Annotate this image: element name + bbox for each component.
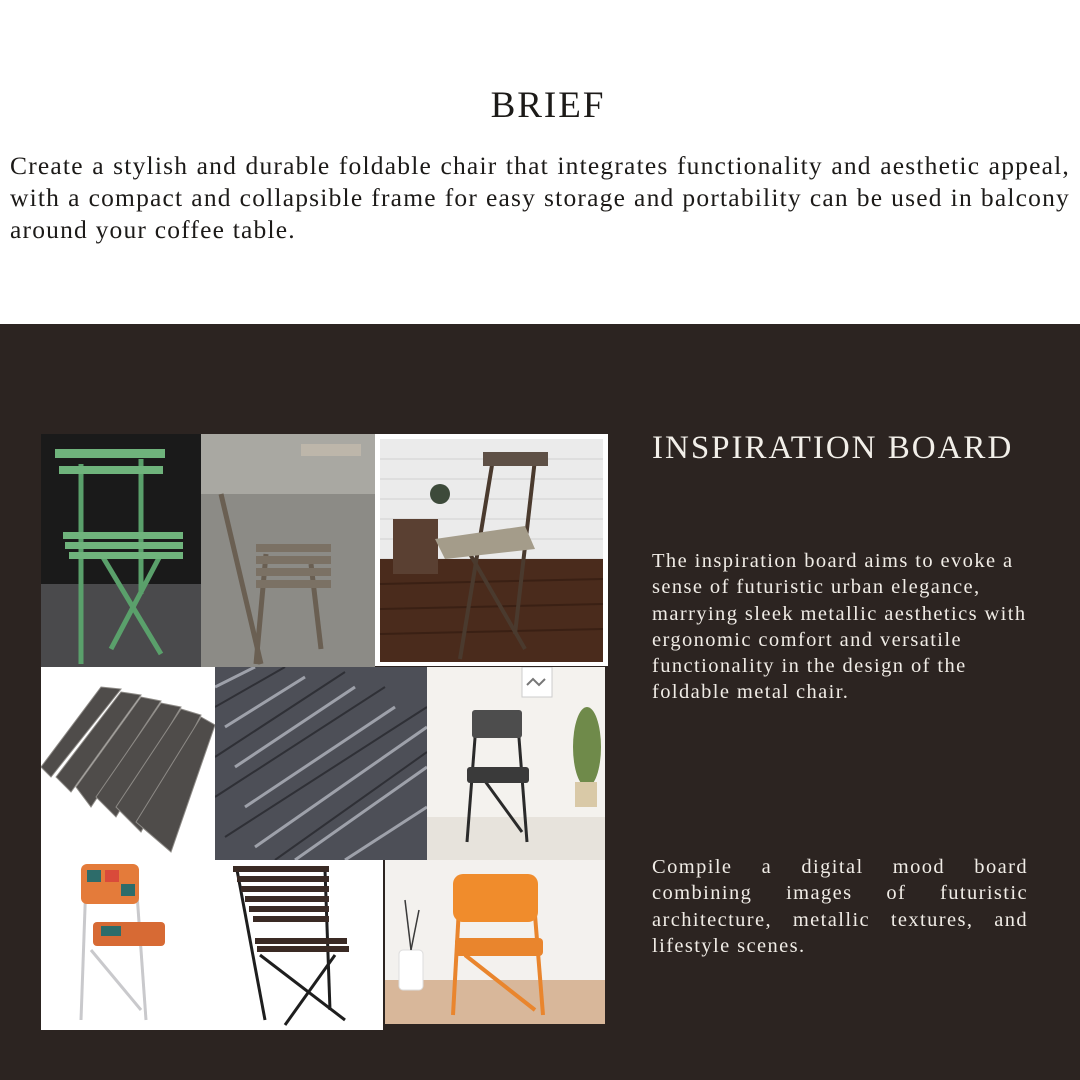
black-slatted-folding-chair-photo bbox=[215, 860, 383, 1030]
weathered-wooden-bistro-chair-photo bbox=[201, 434, 375, 667]
metal-flat-bars-photo bbox=[41, 667, 215, 860]
brief-text: Create a stylish and durable foldable chair that integrates functionality and aesthetic appeal, with a compact and collapsible frame for easy storage and portability can be used in balcony around your coffee table. bbox=[10, 151, 1070, 244]
inspiration-title: INSPIRATION BOARD bbox=[652, 430, 1014, 466]
grey-padded-folding-chair-photo bbox=[427, 667, 605, 860]
brief-title: BRIEF bbox=[490, 85, 606, 126]
green-bistro-chair-photo bbox=[41, 434, 201, 667]
inspiration-paragraph-1: The inspiration board aims to evoke a sense of futuristic urban elegance, marrying sleek metallic aesthetics with ergonomic comfort and versatile functionality in the design of the foldable metal chair. bbox=[652, 550, 1027, 704]
inspiration-paragraph-2: Compile a digital mood board combining images of futuristic architecture, metallic textures, and lifestyle scenes. bbox=[652, 856, 1028, 957]
metal-strips-texture-photo bbox=[215, 667, 427, 860]
printed-folding-chair-photo bbox=[41, 860, 215, 1030]
brief-section bbox=[0, 0, 1080, 325]
orange-folding-chair-photo bbox=[385, 860, 605, 1024]
rustic-chair-brick-wall-photo bbox=[375, 434, 608, 666]
